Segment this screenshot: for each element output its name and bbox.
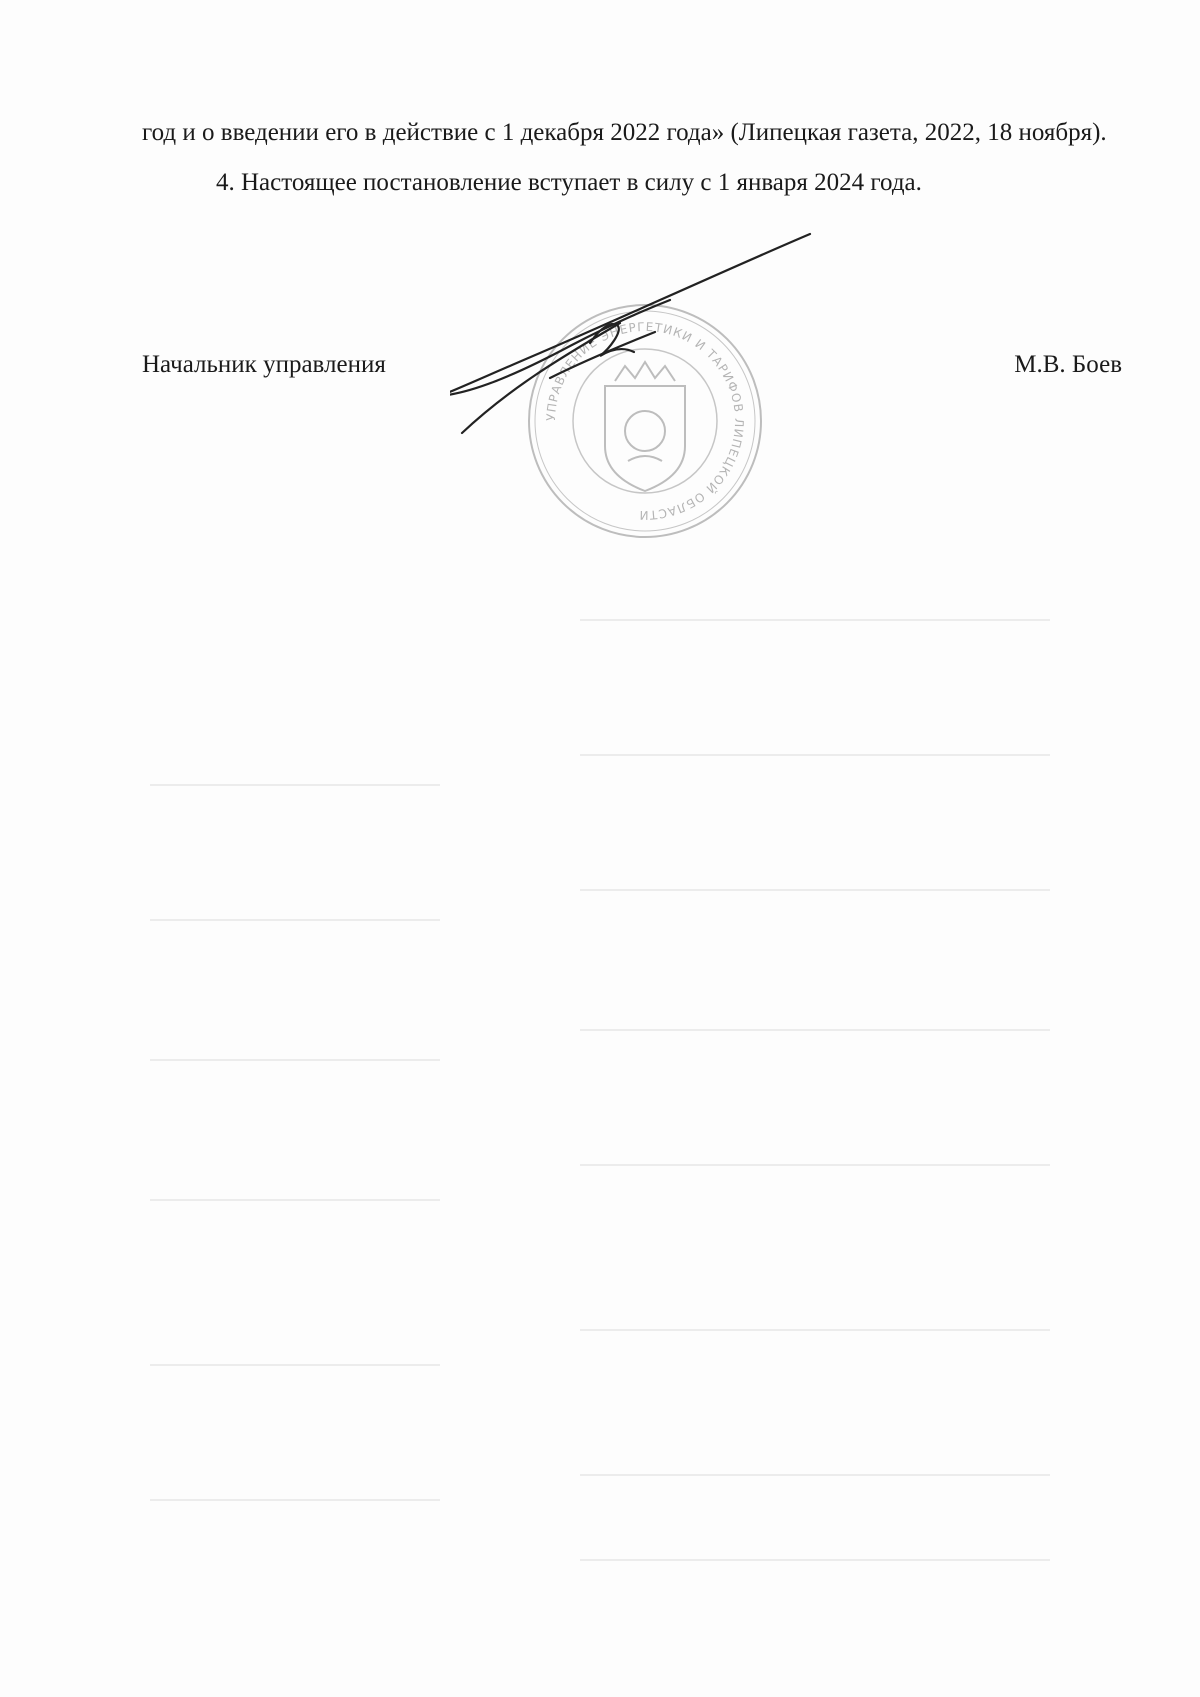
seal-ring-text: УПРАВЛЕНИЕ ЭНЕРГЕТИКИ И ТАРИФОВ ЛИПЕЦКОЙ ОБЛАСТИ [543,319,747,523]
continuation-paragraph: год и о введении его в действие с 1 декабря 2022 года» (Липецкая газета, 2022, 18 ноября). [142,119,1107,146]
body-text [142,114,1122,202]
handwritten-signature [450,228,850,468]
signer-position: Начальник управления [142,351,386,378]
paragraph-4: 4. Настоящее постановление вступает в силу с 1 января 2024 года. [216,169,922,196]
signer-name: М.В. Боев [1014,351,1122,378]
